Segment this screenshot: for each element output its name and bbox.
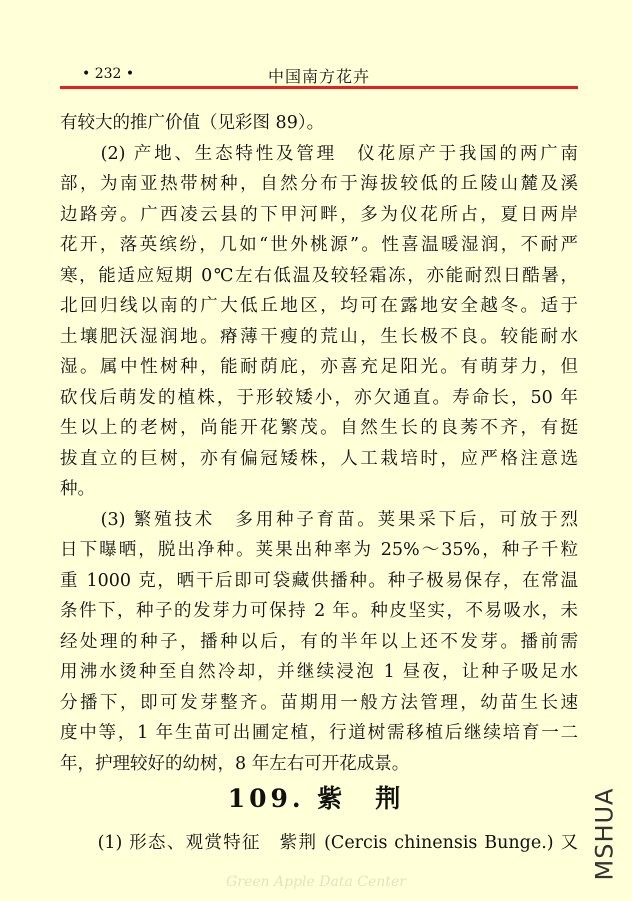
body-line-continuation: (1) 形态、观赏特征 紫荆 (Cercis chinensis Bunge.) 又 bbox=[60, 833, 578, 853]
body-line: (2) 产地、生态特性及管理 仪花原产于我国的两广南 bbox=[60, 143, 578, 164]
page-number: • 232 • bbox=[82, 66, 135, 82]
body-text bbox=[60, 108, 578, 779]
body-line: 寒，能适应短期 0℃左右低温及较轻霜冻，亦能耐烈日酷暑， bbox=[60, 265, 578, 286]
side-watermark bbox=[590, 778, 626, 888]
running-title: 中国南方花卉 bbox=[268, 67, 371, 86]
body-line: 年，护理较好的幼树，8 年左右可开花成景。 bbox=[60, 753, 410, 774]
body-line: 砍伐后萌发的植株，于形较矮小，亦欠通直。寿命长，50 年 bbox=[60, 387, 578, 408]
body-line: 条件下，种子的发芽力可保持 2 年。种皮坚实，不易吸水，未 bbox=[60, 601, 578, 621]
body-line: 种。 bbox=[60, 479, 95, 499]
body-line: 部，为南亚热带树种，自然分布于海拔较低的丘陵山麓及溪 bbox=[60, 174, 578, 194]
header-rule bbox=[60, 86, 578, 89]
side-watermark-text: MSHUA bbox=[590, 787, 619, 881]
body-line: 生以上的老树，尚能开花繁茂。自然生长的良莠不齐，有挺 bbox=[60, 418, 578, 438]
body-line: 边路旁。广西凌云县的下甲河畔，多为仪花所占，夏日两岸 bbox=[60, 204, 578, 225]
body-line: 北回归线以南的广大低丘地区，均可在露地安全越冬。适于 bbox=[60, 296, 578, 316]
section-heading: 109. 紫 荆 bbox=[227, 784, 405, 813]
body-line: 日下曝晒，脱出净种。荚果出种率为 25%～35%，种子千粒 bbox=[60, 540, 578, 560]
body-line: 用沸水烫种至自然冷却，并继续浸泡 1 昼夜，让种子吸足水 bbox=[60, 662, 578, 682]
page-header bbox=[60, 64, 578, 88]
body-line: 有较大的推广价值（见彩图 89）。 bbox=[60, 113, 325, 133]
bottom-watermark: Green Apple Data Center bbox=[226, 874, 406, 890]
body-line: (3) 繁殖技术 多用种子育苗。荚果采下后，可放于烈 bbox=[60, 509, 578, 530]
body-line: 经处理的种子，播种以后，有的半年以上还不发芽。播前需 bbox=[60, 631, 578, 652]
body-line: 分播下，即可发芽整齐。苗期用一般方法管理，幼苗生长速 bbox=[60, 692, 578, 713]
body-line: 重 1000 克，晒干后即可袋藏供播种。种子极易保存，在常温 bbox=[60, 570, 578, 591]
body-line: 花开，落英缤纷，几如“世外桃源”。性喜温暖湿润，不耐严 bbox=[60, 235, 578, 255]
body-line: 度中等，1 年生苗可出圃定植，行道树需移植后继续培育一二 bbox=[60, 723, 578, 743]
body-line: 拔直立的巨树，亦有偏冠矮株，人工栽培时，应严格注意选 bbox=[60, 448, 578, 469]
body-line: 土壤肥沃湿润地。瘠薄干瘦的荒山，生长极不良。较能耐水 bbox=[60, 326, 578, 347]
body-line: 湿。属中性树种，能耐荫庇，亦喜充足阳光。有萌芽力，但 bbox=[60, 357, 578, 377]
